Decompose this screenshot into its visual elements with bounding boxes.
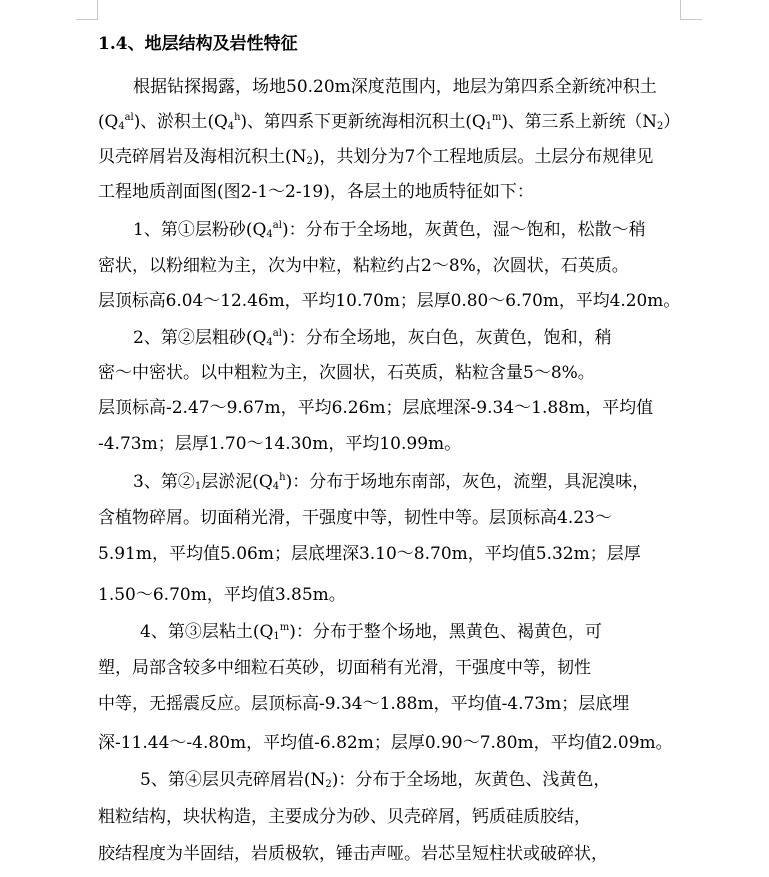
superscript: al (124, 112, 134, 123)
body-line: 2、第②层粗砂$(Q_4^{al})$：分布全场地，灰白色，灰黄色，饱和，稍 (133, 328, 612, 348)
body-line: 密状，以粉细粒为主，次为中粒，粘粒约占2～8%，次圆状，石英质。 (98, 256, 629, 276)
body-line: 密～中密状。以中粗粒为主，次圆状，石英质，粘粒含量5～8%。 (98, 363, 595, 383)
body-line: 5、第④层贝壳碎屑岩$(N_2)$：分布于全场地，灰黄色、浅黄色， (140, 770, 611, 790)
body-line: 层顶标高-2.47～9.67m，平均6.26m；层底埋深-9.34～1.88m，平均值 (98, 398, 654, 418)
body-line: 含植物碎屑。切面稍光滑，干强度中等，韧性中等。层顶标高4.23～ (98, 508, 612, 528)
subscript: 1 (485, 121, 492, 132)
subscript: 2 (657, 121, 664, 132)
subscript: 1 (194, 481, 202, 492)
superscript: h (279, 472, 286, 483)
body-line: 胶结程度为半固结，岩质极软，锤击声哑。岩芯呈短柱状或破碎状， (98, 844, 608, 864)
subscript: 1 (273, 631, 280, 642)
body-line: 1.50～6.70m，平均值3.85m。 (98, 585, 346, 605)
superscript: al (272, 220, 282, 231)
crop-mark-top-right-horizontal (680, 19, 702, 20)
crop-mark-top-left-vertical (97, 0, 98, 20)
body-line: 贝壳碎屑岩及海相沉积土$(N_2)$，共划分为7个工程地质层。土层分布规律见 (98, 147, 654, 167)
body-line: 粗粒结构，块状构造，主要成分为砂、贝壳碎屑，钙质硅质胶结， (98, 807, 591, 827)
subscript: 4 (227, 121, 235, 132)
subscript: 4 (272, 481, 280, 492)
crop-mark-top-left-horizontal (76, 19, 98, 20)
superscript: h (234, 112, 241, 123)
superscript: m (491, 112, 502, 123)
body-line: 工程地质剖面图(图2-1～2-19)，各层土的地质特征如下： (98, 182, 534, 202)
body-line: 根据钻探揭露，场地50.20m深度范围内，地层为第四系全新统冲积土 (133, 77, 657, 97)
crop-mark-top-right-vertical (680, 0, 681, 20)
body-line: 深-11.44～-4.80m，平均值-6.82m；层厚0.90～7.80m，平均值2.09m。 (98, 733, 673, 753)
subscript: 4 (266, 337, 273, 348)
superscript: m (279, 622, 290, 633)
body-line: 3、第$②_1$层淤泥$(Q_4^h)$：分布于场地东南部，灰色，流塑，具泥溴味， (133, 472, 650, 492)
body-line: 4、第③层粘土$(Q_1^m)$：分布于整个场地，黑黄色、褐黄色，可 (140, 622, 602, 642)
section-heading: 1.4、地层结构及岩性特征 (98, 34, 298, 54)
subscript: 2 (325, 779, 332, 790)
body-line: 中等，无摇震反应。层顶标高-9.34～1.88m，平均值-4.73m；层底埋 (98, 694, 630, 714)
subscript: 4 (266, 229, 273, 240)
body-line: 塑，局部含较多中细粒石英砂，切面稍有光滑，干强度中等，韧性 (98, 658, 591, 678)
body-line: -4.73m；层厚1.70～14.30m，平均10.99m。 (98, 434, 462, 454)
body-line: 层顶标高6.04～12.46m，平均10.70m；层厚0.80～6.70m，平均4.20m。 (98, 291, 681, 311)
superscript: al (272, 328, 282, 339)
body-line: $(Q_4^{al})$、淤积土$(Q_4^h)$、第四系下更新统海相沉积土$(Q_1^m)$、第三系上新统$(N_2)$ (98, 112, 681, 132)
subscript: 4 (118, 121, 125, 132)
body-line: 5.91m，平均值5.06m；层底埋深3.10～8.70m，平均值5.32m；层厚 (98, 544, 641, 564)
subscript: 2 (306, 156, 313, 167)
body-line: 1、第①层粉砂$(Q_4^{al})$：分布于全场地，灰黄色，湿～饱和，松散～稍 (133, 220, 646, 240)
